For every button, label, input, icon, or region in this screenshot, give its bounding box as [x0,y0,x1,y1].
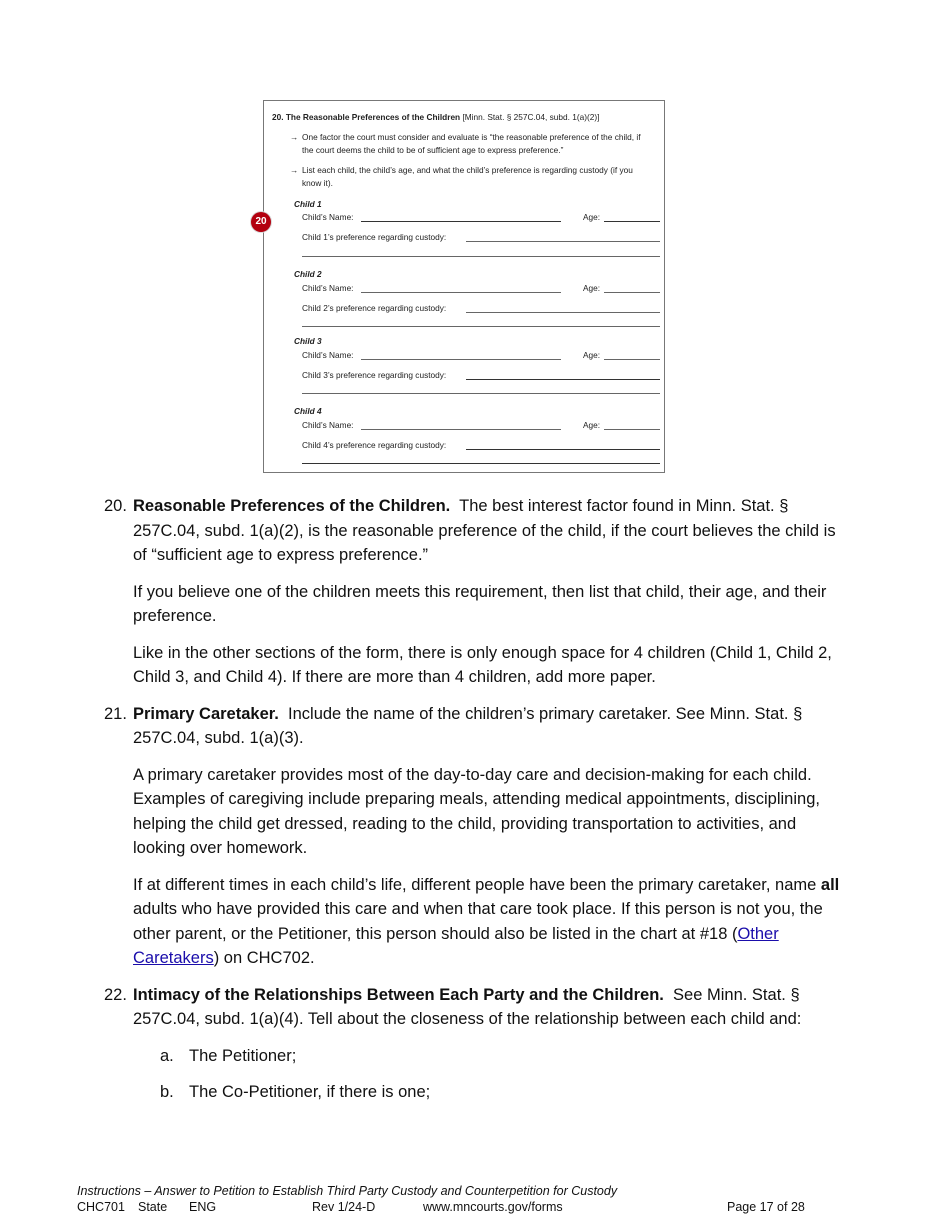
child-3-name-label: Child’s Name: [302,350,354,360]
child-3-preference-line [466,379,660,380]
form-image-bullet-1 [290,131,647,157]
item-20-paragraph-2: If you believe one of the children meets this requirement, then list that child, their age, and their preference. [133,582,827,625]
arrow-right-icon: → [290,165,299,175]
footer-document-title: Instructions – Answer to Petition to Establish Third Party Custody and Counterpetition for Custody [77,1184,618,1198]
footer-meta-row [77,1200,837,1217]
item-number: 20. [104,497,127,515]
item-21-paragraph-1 [133,702,844,751]
child-2-preference-label: Child 2’s preference regarding custody: [302,303,447,313]
child-2-preference-line [466,312,660,313]
form-image-title [272,112,599,122]
item-20-text-1: The best interest factor found in Minn. Stat. § 257C.04, subd. 1(a)(2), is the reasonable preference of the child, if the court believes the child is of “sufficient age to express preference.” [133,497,836,564]
child-4-age-label: Age: [583,420,601,430]
child-4-name-line [361,429,561,430]
footer-page-number: Page 17 of 28 [727,1200,805,1214]
item-20-paragraph-1 [133,494,844,568]
item-21-paragraph-2: A primary caretaker provides most of the day-to-day care and decision-making for each child. Examples of caregiving include preparing meals, attending medical appointments, disciplining, helping the child get dressed, reading to the child, providing transportation to activities, and looking over homework. [133,765,820,857]
child-4-heading: Child 4 [294,406,322,416]
child-3-name-line [361,359,561,360]
child-1-name-label: Child’s Name: [302,212,354,222]
page-footer [77,1184,837,1217]
child-2-name-line [361,292,561,293]
item-21-paragraph-3 [133,873,844,971]
child-4-preference-label: Child 4’s preference regarding custody: [302,440,447,450]
item-number: 22. [104,985,127,1004]
child-1-preference-line-2 [302,256,660,257]
emphasis-all: all [820,875,840,894]
child-3-preference-label: Child 3’s preference regarding custody: [302,370,447,380]
item-20-paragraph-3: Like in the other sections of the form, there is only enough space for 4 children (Child 1, Child 2, Child 3, and Child 4). If there are more than 4 children, add more paper. [133,643,832,686]
item-21-text-3a: If at different times in each child’s life, different people have been the primary caretaker, name [133,875,821,894]
sub-item-letter: b. [160,1083,174,1101]
footer-revision: Rev 1/24-D [312,1200,376,1214]
form-section-image [263,100,665,473]
item-heading: Reasonable Preferences of the Children. [133,497,451,515]
child-4-preference-line [466,449,660,450]
child-1-preference-label: Child 1’s preference regarding custody: [302,232,447,242]
form-image-title-bold: 20. The Reasonable Preferences of the Children [272,112,461,122]
item-22-sub-b [133,1080,844,1105]
child-4-name-label: Child’s Name: [302,420,354,430]
item-22 [104,983,844,1105]
item-22-paragraph-1 [133,983,844,1032]
footer-language: ENG [189,1200,217,1214]
child-4-age-line [604,429,660,430]
item-21-text-3b: adults who have provided this care and when that care took place. If this person is not you, the other parent, or the Petitioner, this person should also be listed in the chart at #18 ( [133,900,823,943]
sub-item-text: The Petitioner; [189,1046,297,1065]
footer-website: www.mncourts.gov/forms [423,1200,563,1214]
child-3-preference-line-2 [302,393,660,394]
child-1-age-label: Age: [583,212,601,222]
sub-item-letter: a. [160,1046,174,1065]
child-1-name-line [361,221,561,222]
child-1-preference-line [466,241,660,242]
item-heading: Intimacy of the Relationships Between Each Party and the Children. [133,985,664,1004]
footer-state: State [138,1200,168,1214]
arrow-right-icon: → [290,132,299,142]
child-3-heading: Child 3 [294,336,322,346]
child-2-age-line [604,292,660,293]
child-3-age-label: Age: [583,350,601,360]
item-21-text-3c: ) on CHC702. [213,949,315,967]
item-22-sub-a [133,1044,844,1069]
form-image-bullet-1-text: One factor the court must consider and evaluate is “the reasonable preference of the child, if the court deems the child to be of sufficient age to express preference.” [302,132,641,155]
child-4-preference-line-2 [302,463,660,464]
item-21-text-1: Include the name of the children’s primary caretaker. See Minn. Stat. § 257C.04, subd. 1(a)(3). [133,704,803,747]
child-1-heading: Child 1 [294,199,322,209]
item-number: 21. [104,704,127,723]
child-3-age-line [604,359,660,360]
form-image-bullet-2 [290,164,647,190]
item-21 [104,702,844,971]
child-2-name-label: Child’s Name: [302,283,354,293]
instructions-body [104,494,844,1117]
item-22-text-1: See Minn. Stat. § 257C.04, subd. 1(a)(4). Tell about the closeness of the relationship between each child and: [133,985,802,1028]
item-heading: Primary Caretaker. [133,704,279,723]
child-1-age-line [604,221,660,222]
sub-item-text: The Co-Petitioner, if there is one; [189,1083,431,1101]
other-caretakers-link[interactable]: Other Caretakers [133,924,779,967]
form-image-bullet-2-text: List each child, the child’s age, and what the child’s preference is regarding custody (if you know it). [302,165,633,188]
form-image-title-citation: [Minn. Stat. § 257C.04, subd. 1(a)(2)] [462,112,600,122]
child-2-age-label: Age: [583,283,601,293]
child-2-preference-line-2 [302,326,660,327]
item-20 [104,494,844,690]
section-number-badge: 20 [251,212,271,232]
child-2-heading: Child 2 [294,269,322,279]
footer-form-id: CHC701 [77,1200,125,1214]
